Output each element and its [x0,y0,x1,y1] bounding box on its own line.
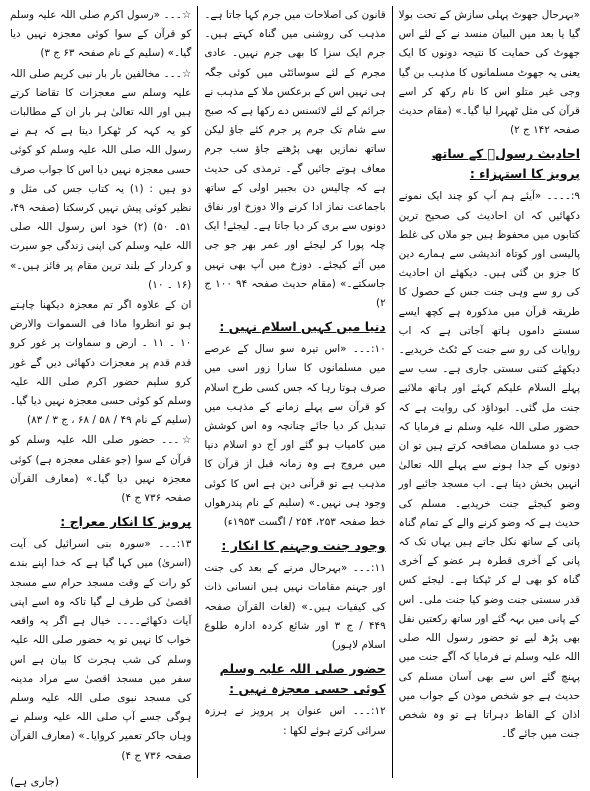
paragraph: ☆۔۔۔ حضور صلی اللہ علیہ وسلم کو قرآن کے سوا (جو عقلی معجزہ ہے) کوئی معجزہ نہیں دیا گیا۔» (معارف القرآن صفحہ ۷۳۶ ج ۴) [10,434,192,505]
section-heading: دنیا میں کہیں اسلام نہیں : [219,319,386,335]
section-heading: احادیث رسولؐ کے ساتھ پرویز کا استہزاء : [431,146,580,182]
column-divider [197,6,198,778]
paragraph: ۱۳:۔۔۔ «سورہ بنی اسرائیل کی آیت (اسریٰ) میں کہا گیا ہے کہ خدا اپنے بندے کو رات کے وقت مسجد حرام سے مسجد اقصیٰ کی طرف لے گیا تاکہ وہ اسے اپنی آیات دکھائے۔۔۔۔ خیال ہے اگر یہ واقعہ خواب کا نہیں تو یہ حضور صلی اللہ علیہ وسلم کی شب ہجرت کا بیان ہے اس سفر میں مسجد اقصیٰ سے مراد مدینہ کی مسجد نبوی صلی اللہ علیہ وسلم ہوگی جسے آپ صلی اللہ علیہ وسلم نے وہاں جاکر تعمیر کروایا۔» (معارف القرآن صفحہ ۷۳۶ ج ۴) [10,538,192,762]
paragraph: ان کے علاوہ اگر تم معجزہ دیکھنا چاہتے ہو تو انظروا ماذا فی السموات والارض ۱۰ ۔ ۱۱ ۔ ارض و سماوات پر غور کرو قدم قدم پر معجزات دکھائی دیں گے غور کرو سلیم حضور اکرم صلی اللہ علیہ وسلم کو کوئی حسی معجزہ نہیں دیا گیا۔ (سلیم کے نام ۴۹ / ۵۸ / ۶۸ ، ج ۳ / ۸۳) [10,299,192,427]
paragraph: ۹:۔۔۔۔ «آیئے ہم آپ کو چند ایک نمونے دکھائیں کہ ان احادیث کی صحیح ترین کتابوں میں محفوظ ہیں جو ملاں کی غلط پالیسی اور کوتاہ اندیشی سے ہمارے دین کا جزو بن گئی ہیں۔ دیکھئے ان احادیث کی رو سے وہی جنت جس کے حصول کا طریقہ قرآن میں مذکورہ ہے کچھ ایسے سستے داموں ہاتھ آجاتی ہے کہ اب روایات کی رو سے جنت کے ٹکٹ خریدیے۔ دیکھئے کتنی سستی جاری ہے۔ سب سے پہلے السلام علیکم کہئے اور ہاتھ ملائیے جنت مل گئی۔ ابوداؤد کی روایت ہے کہ حضور صلی اللہ علیہ وسلم نے فرمایا کہ جب دو مسلمان مصافحہ کرتے ہیں تو ان دونوں کے جدا ہونے سے پہلے اللہ تعالیٰ انہیں بخش دیتا ہے۔ اب مسجد جائیے اور وضو کیجئے جنت خریدیے۔ مسلم کی حدیث ہے کہ وضو کرنے والے کے تمام گناہ پانی کے ساتھ نکل جاتے ہیں یہاں تک کہ پانی کے آخری قطرہ ہر عضو کے آخری گناہ کو بھی لے کر ٹپکتا ہے۔ لیجئے کس قدر سستی جنت وضو کیا جنت ملی۔ اس کے پانی میں بہہ گئے اور ساتھ رکعتیں نفل بھی پڑھ لیے تو حضور رسول اللہ صلی اللہ علیہ وسلم نے فرمایا کہ آگے جنت میں پہنچ گئے اس سے بھی آسان مسلم کی حدیث ہے جو شخص موذن کے جواب میں اذان کے الفاظ دہراتا ہے تو وہ شخص جنت میں جائے گا۔ [398,190,580,741]
paragraph: «بہرحال جھوٹ پہلی سازش کے تحت بولا گیا یا بعد میں البیان منسد نے کے لئے اس جھوٹ کی حمایت کا نتیجہ دونوں کا ایک یعنی یہ جھوٹ مسلمانوں کا مذہب بن گیا وجی غیر متلو اس کا نام رکھ کر اسے قرآن کی مثل ٹھہرا لیا گیا۔» (مقام حدیث صفحہ ۱۴۲ ج ۲) [398,9,580,137]
paragraph: ۱۰:۔۔۔ «اس تیرہ سو سال کے عرصے میں مسلمانوں کا سارا زور اسی میں صرف ہوتا رہا کہ جس کسی طرح اسلام کو قرآن سے پہلے زمانے کے مذہب میں تبدیل کر دیا جائے چنانچہ وہ اس کوشش میں کامیاب ہو گئے اور آج دو اسلام دنیا میں مروج ہے وہ زمانہ قبل از قرآن کا مذہب ہے تو قرآنی دین ہے اس کا کوئی وجود ہی نہیں۔» (سلیم کے نام پندرھواں خط صفحہ ۲۵۳، ۲۵۴ / اگست ۱۹۵۳ء) [204,343,386,529]
column-divider [392,6,393,778]
section-heading: حضور صلی اللہ علیہ وسلم کوئی حسی معجزہ نہیں : [219,661,386,697]
paragraph: ۱۱:۔۔۔ «بہرحال مرنے کے بعد کی جنت اور جہنم مقامات نہیں ہیں انسانی ذات کی کیفیات ہیں۔» (لغات القرآن صفحہ ۴۴۹ / ج ۳ اور شائع کردہ ادارہ طلوع اسلام لاہور) [204,562,386,652]
paragraph: ☆۔۔۔ «رسول اکرم صلی اللہ علیہ وسلم کو قرآن کے سوا کوئی معجزہ نہیں دیا گیا۔» (سلیم کے نام صفحہ ۶۳ ج ۳) [10,9,192,60]
paragraph: ☆۔۔۔ مخالفین بار بار نبی کریم صلی اللہ علیہ وسلم سے معجزات کا تقاضا کرتے ہیں اور اللہ تعالیٰ ہر بار ان کے مطالبات کو یہ کہہ کر ٹھکرا دیتا ہے کہ ہم نے رسول اللہ صلی اللہ علیہ وسلم کو کوئی حسی معجزہ نہیں دیا اس کا جواب صرف دو ہیں : (۱) یہ کتاب جس کی مثل و نظیر کوئی پیش نہیں کرسکتا (صفحہ ۴۹، ۵۱۔ ۵۰) (۲) خود اس رسول اللہ صلی اللہ علیہ وسلم کی اپنی زندگی جو سیرت و کردار کے بلند ترین مقام پر فائز ہیں۔» (۱۶ ۔ ۱۰) [10,67,192,291]
paragraph: قانون کی اصلاحات میں جرم کہا جاتا ہے۔ مذہب کی روشنی میں گناہ کہتے ہیں۔ جرم ایک سزا کا بھی جرم نہیں۔ عادی مجرم کے لئے سوسائٹی میں کوئی جگہ ہی نہیں اس کے برعکس ملا کے مذہب نے جرائم کے لئے لائسنس دے رکھا ہے کہ صبح سے شام تک جرم پر جرم کئے جاؤ لیکن ساتھ نمازیں بھی پڑھتے جاؤ سب جرم معاف ہوتے جائیں گے۔ ترمذی کی حدیث ہے کہ چالیس دن بجبیر اولی کے ساتھ باجماعت نماز ادا کرنے والا دوزخ اور نفاق دونوں سے بری کر دیا جاتا ہے۔ لیجئے! ایک چلہ پورا کر لیجئے اور عمر بھر جو جی میں آئے کیجئے۔ دوزخ میں آپ بھی نہیں جاسکتے۔» (مقام حدیث صفحہ ۹۴ ۱۰۰ ج ۲) [204,9,386,310]
column-middle [200,6,389,778]
section-heading: پرویز کا انکار معراج : [60,514,192,530]
article-columns [6,6,584,788]
section-heading: وجود جنت وجہنم کا انکار : [221,538,386,554]
column-left [6,6,195,788]
paragraph: ۱۲:۔۔۔ اس عنوان پر پرویز نے ہرزہ سرائی کرتے ہوئے لکھا : [204,705,386,737]
column-right [395,6,584,778]
continued-note: (جاری ہے) [10,774,60,788]
